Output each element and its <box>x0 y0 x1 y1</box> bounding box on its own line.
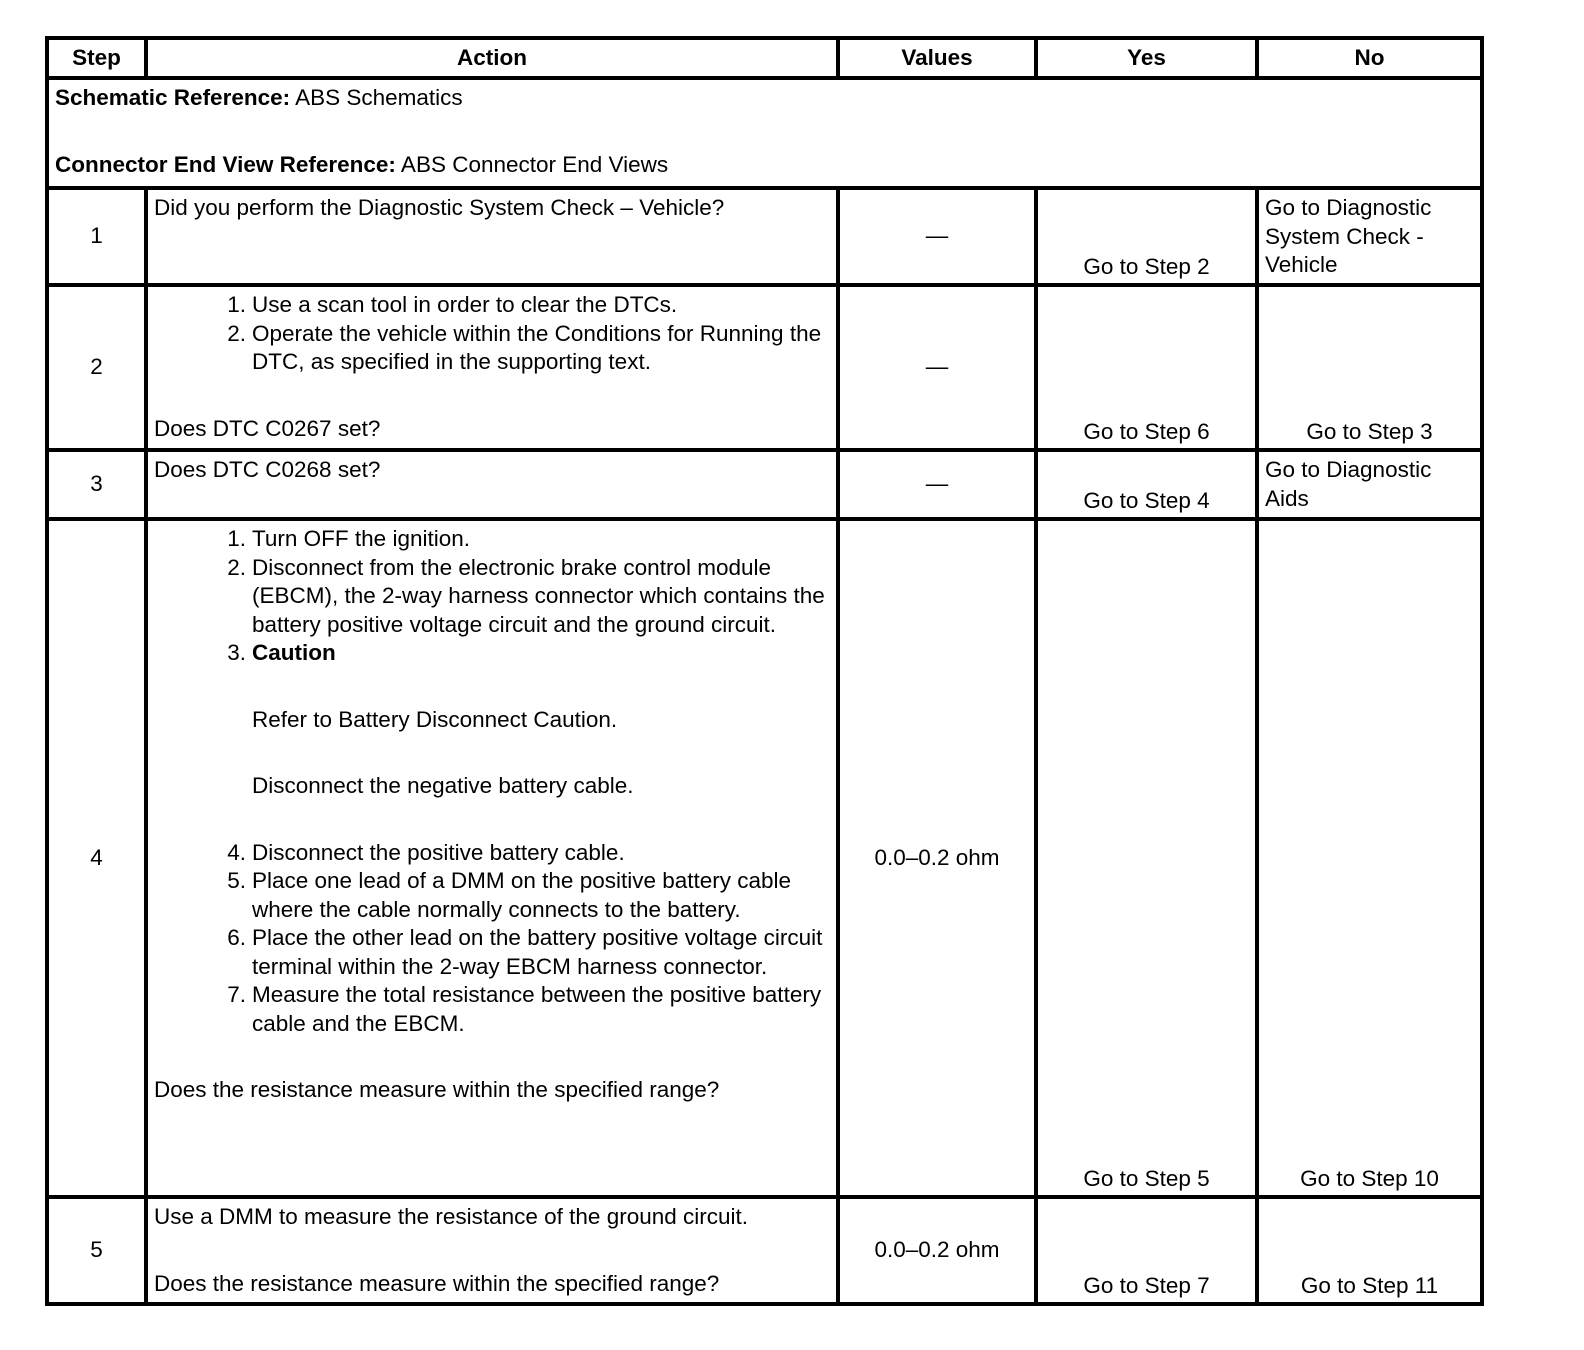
header-action: Action <box>146 38 838 78</box>
schematic-reference-label: Schematic Reference: <box>55 85 291 110</box>
no-link[interactable]: Go to Step 3 <box>1257 285 1482 450</box>
list-item-text: Turn OFF the ignition. <box>252 526 471 551</box>
list-item-number: 6 . <box>154 924 252 981</box>
diagnostic-table-container <box>45 36 1480 1306</box>
table-row <box>47 188 1482 285</box>
list-item <box>154 924 830 981</box>
value-cell: 0.0–0.2 ohm <box>838 1197 1036 1304</box>
schematic-reference-link[interactable]: ABS Schematics <box>290 85 463 110</box>
header-yes: Yes <box>1036 38 1257 78</box>
header-row <box>47 38 1482 78</box>
step-number: 2 <box>47 285 146 450</box>
step-number: 1 <box>47 188 146 285</box>
diagnostic-table <box>45 36 1484 1306</box>
list-item-number: 2 . <box>154 320 252 377</box>
list-item-text: Place one lead of a DMM on the positive battery cable where the cable normally connects to the battery. <box>252 868 792 922</box>
list-item-number: 4 . <box>154 839 252 868</box>
table-row <box>47 519 1482 1197</box>
list-item <box>154 320 830 377</box>
no-link[interactable]: Go to Diagnostic Aids <box>1257 450 1482 519</box>
list-item-text: Operate the vehicle within the Conditions for Running the DTC, as specified in the supporting text. <box>252 320 822 374</box>
list-item-number: 7 . <box>154 981 252 1038</box>
schematic-reference <box>55 84 1474 113</box>
value-cell: — <box>838 450 1036 519</box>
no-link[interactable]: Go to Step 10 <box>1257 519 1482 1197</box>
list-item-text: Disconnect the positive battery cable. <box>252 839 625 865</box>
yes-link[interactable]: Go to Step 7 <box>1036 1197 1257 1304</box>
no-link[interactable]: Go to Diagnostic System Check - Vehicle <box>1257 188 1482 285</box>
reference-row <box>47 78 1482 188</box>
list-item-number: 1 . <box>154 525 252 554</box>
value-cell: — <box>838 285 1036 450</box>
action-cell <box>146 450 838 519</box>
list-item <box>154 839 830 868</box>
no-link[interactable]: Go to Step 11 <box>1257 1197 1482 1304</box>
list-item <box>154 291 830 320</box>
list-item <box>154 639 830 839</box>
header-no: No <box>1257 38 1482 78</box>
list-item-number: 5 . <box>154 867 252 924</box>
action-question: Did you perform the Diagnostic System Check – Vehicle? <box>154 195 725 220</box>
list-item-number: 2 . <box>154 554 252 640</box>
caution-reference[interactable]: Refer to Battery Disconnect Caution. <box>252 706 618 732</box>
caution-action: Disconnect the negative battery cable. <box>252 773 634 798</box>
table-row <box>47 1197 1482 1304</box>
value-cell: — <box>838 188 1036 285</box>
action-steps <box>154 525 830 1038</box>
action-question: Does DTC C0267 set? <box>154 415 381 441</box>
yes-link[interactable]: Go to Step 5 <box>1036 519 1257 1197</box>
yes-link[interactable]: Go to Step 6 <box>1036 285 1257 450</box>
list-item-number: 3 . <box>154 639 252 839</box>
list-item <box>154 867 830 924</box>
action-cell <box>146 519 838 1197</box>
header-step: Step <box>47 38 146 78</box>
connector-reference-label: Connector End View Reference: <box>55 152 396 177</box>
action-instruction: Use a DMM to measure the resistance of the ground circuit. <box>154 1204 749 1229</box>
yes-link[interactable]: Go to Step 4 <box>1036 450 1257 519</box>
list-item <box>154 981 830 1038</box>
action-cell <box>146 1197 838 1304</box>
table-row <box>47 285 1482 450</box>
action-cell <box>146 285 838 450</box>
action-question: Does the resistance measure within the specified range? <box>154 1077 720 1102</box>
list-item-text: Use a scan tool in order to clear the DTCs. <box>252 292 678 317</box>
action-question: Does the resistance measure within the specified range? <box>154 1270 720 1296</box>
header-values: Values <box>838 38 1036 78</box>
connector-reference <box>55 151 1474 180</box>
step-number: 5 <box>47 1197 146 1304</box>
list-item <box>154 554 830 640</box>
connector-reference-link[interactable]: ABS Connector End Views <box>395 152 669 177</box>
reference-cell <box>47 78 1482 188</box>
action-steps <box>154 291 830 377</box>
list-item <box>154 525 830 554</box>
value-cell: 0.0–0.2 ohm <box>838 519 1036 1197</box>
table-row <box>47 450 1482 519</box>
step-number: 3 <box>47 450 146 519</box>
caution-heading: Caution <box>252 640 336 665</box>
step-number: 4 <box>47 519 146 1197</box>
action-cell <box>146 188 838 285</box>
yes-link[interactable]: Go to Step 2 <box>1036 188 1257 285</box>
list-item-text: Measure the total resistance between the positive battery cable and the EBCM. <box>252 982 822 1036</box>
list-item-number: 1 . <box>154 291 252 320</box>
list-item-text: Place the other lead on the battery positive voltage circuit terminal within the 2-way EBCM harness connector. <box>252 925 823 979</box>
action-question: Does DTC C0268 set? <box>154 457 381 482</box>
list-item-text: Disconnect from the electronic brake control module (EBCM), the 2-way harness connector which contains the battery positive voltage circuit and the ground circuit. <box>252 554 825 637</box>
